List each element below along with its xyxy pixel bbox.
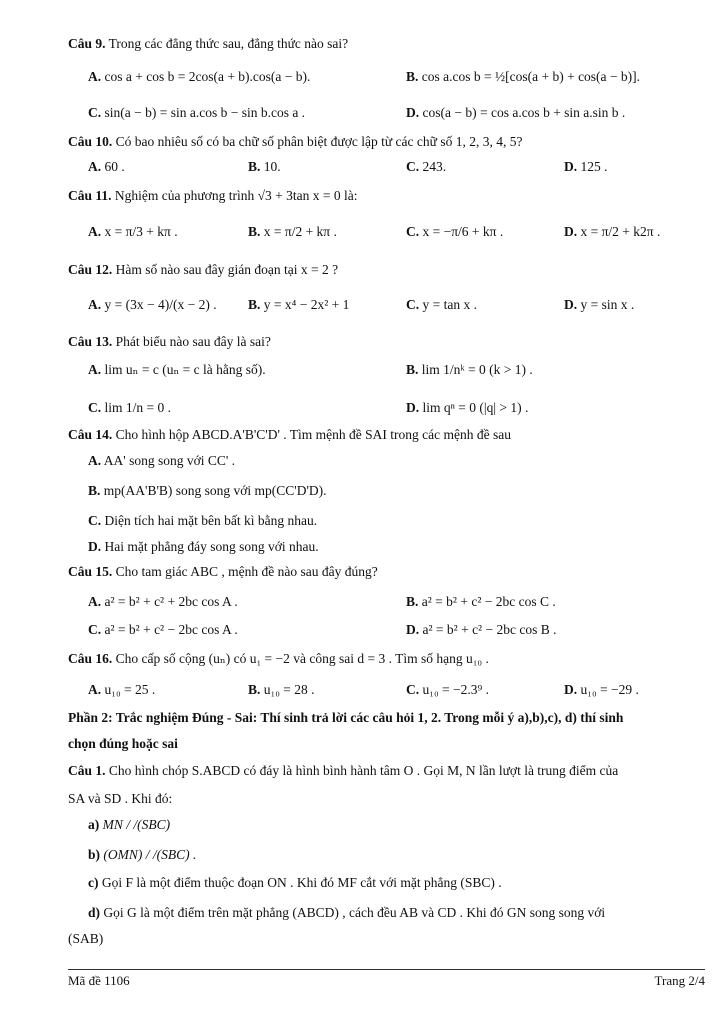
q15-option-c: C. a² = b² + c² − 2bc cos A . — [88, 622, 238, 637]
question-16: Câu 16. Cho cấp số cộng (uₙ) có u₁ = −2 và công sai d = 3 . Tìm số hạng u₁₀ . — [68, 651, 489, 666]
q10-option-d: D. 125 . — [564, 159, 608, 174]
q12-option-b: B. y = x⁴ − 2x² + 1 — [248, 297, 350, 312]
q15-option-a: A. a² = b² + c² + 2bc cos A . — [88, 594, 238, 609]
q10-option-b: B. 10. — [248, 159, 281, 174]
q12-option-c: C. y = tan x . — [406, 297, 477, 312]
q11-option-b: B. x = π/2 + kπ . — [248, 224, 337, 239]
exam-code: Mã đề 1106 — [68, 973, 130, 988]
question-9: Câu 9. Trong các đẳng thức sau, đẳng thức nào sai? — [68, 36, 349, 51]
q14-option-a: A. AA' song song với CC' . — [88, 453, 236, 468]
q14-option-b: B. mp(AA'B'B) song song với mp(CC'D'D). — [88, 483, 327, 498]
question-15: Câu 15. Cho tam giác ABC , mệnh đề nào sau đây đúng? — [68, 564, 378, 579]
q15-option-d: D. a² = b² + c² − 2bc cos B . — [406, 622, 557, 637]
q13-option-d: D. lim qⁿ = 0 (|q| > 1) . — [406, 400, 529, 415]
question-12: Câu 12. Hàm số nào sau đây gián đoạn tại x = 2 ? — [68, 262, 339, 277]
q10-option-a: A. 60 . — [88, 159, 125, 174]
q12-option-d: D. y = sin x . — [564, 297, 635, 312]
question-13: Câu 13. Phát biểu nào sau đây là sai? — [68, 334, 271, 349]
p2q1-item-c: c) Gọi F là một điểm thuộc đoạn ON . Khi đó MF cắt với mặt phẳng (SBC) . — [88, 875, 502, 890]
q9-option-b: B. cos a.cos b = ½[cos(a + b) + cos(a − b)]. — [406, 69, 641, 84]
q10-option-c: C. 243. — [406, 159, 447, 174]
part2-question-1: Câu 1. Cho hình chóp S.ABCD có đáy là hình bình hành tâm O . Gọi M, N lần lượt là trung điểm của — [68, 763, 619, 778]
q16-option-b: B. u₁₀ = 28 . — [248, 682, 315, 697]
p2q1-item-d: d) Gọi G là một điểm trên mặt phẳng (ABCD) , cách đều AB và CD . Khi đó GN song song với — [88, 905, 606, 920]
q11-option-d: D. x = π/2 + k2π . — [564, 224, 661, 239]
q13-option-c: C. lim 1/n = 0 . — [88, 400, 171, 415]
question-14: Câu 14. Cho hình hộp ABCD.A'B'C'D' . Tìm mệnh đề SAI trong các mệnh đề sau — [68, 427, 511, 442]
q9-option-a: A. cos a + cos b = 2cos(a + b).cos(a − b). — [88, 69, 311, 84]
part2-question-1-cont: SA và SD . Khi đó: — [68, 791, 173, 806]
q14-option-c: C. Diện tích hai mặt bên bất kì bằng nhau. — [88, 513, 318, 528]
footer-divider — [68, 969, 705, 970]
p2q1-item-a: a) MN / /(SBC) — [88, 817, 171, 832]
q11-option-a: A. x = π/3 + kπ . — [88, 224, 178, 239]
q9-option-c: C. sin(a − b) = sin a.cos b − sin b.cos a . — [88, 105, 306, 120]
q14-option-d: D. Hai mặt phẳng đáy song song với nhau. — [88, 539, 319, 554]
q13-option-a: A. lim uₙ = c (uₙ = c là hằng số). — [88, 362, 266, 377]
p2q1-item-d-cont: (SAB) — [68, 931, 104, 946]
p2q1-item-b: b) (OMN) / /(SBC) . — [88, 847, 197, 862]
q9-option-d: D. cos(a − b) = cos a.cos b + sin a.sin b . — [406, 105, 626, 120]
q15-option-b: B. a² = b² + c² − 2bc cos C . — [406, 594, 556, 609]
q13-option-b: B. lim 1/nᵏ = 0 (k > 1) . — [406, 362, 533, 377]
question-11: Câu 11. Nghiệm của phương trình √3 + 3tan x = 0 là: — [68, 188, 358, 203]
q16-option-c: C. u₁₀ = −2.3⁹ . — [406, 682, 489, 697]
q11-option-c: C. x = −π/6 + kπ . — [406, 224, 504, 239]
question-10: Câu 10. Có bao nhiêu số có ba chữ số phân biệt được lập từ các chữ số 1, 2, 3, 4, 5? — [68, 134, 523, 149]
q16-option-a: A. u₁₀ = 25 . — [88, 682, 156, 697]
part2-heading-line1: Phần 2: Trắc nghiệm Đúng - Sai: Thí sinh trả lời các câu hỏi 1, 2. Trong mỗi ý a),b),c), d) thí sinh — [68, 710, 624, 725]
page-number: Trang 2/4 — [654, 973, 705, 988]
part2-heading-line2: chọn đúng hoặc sai — [68, 736, 178, 751]
q12-option-a: A. y = (3x − 4)/(x − 2) . — [88, 297, 217, 312]
q16-option-d: D. u₁₀ = −29 . — [564, 682, 639, 697]
